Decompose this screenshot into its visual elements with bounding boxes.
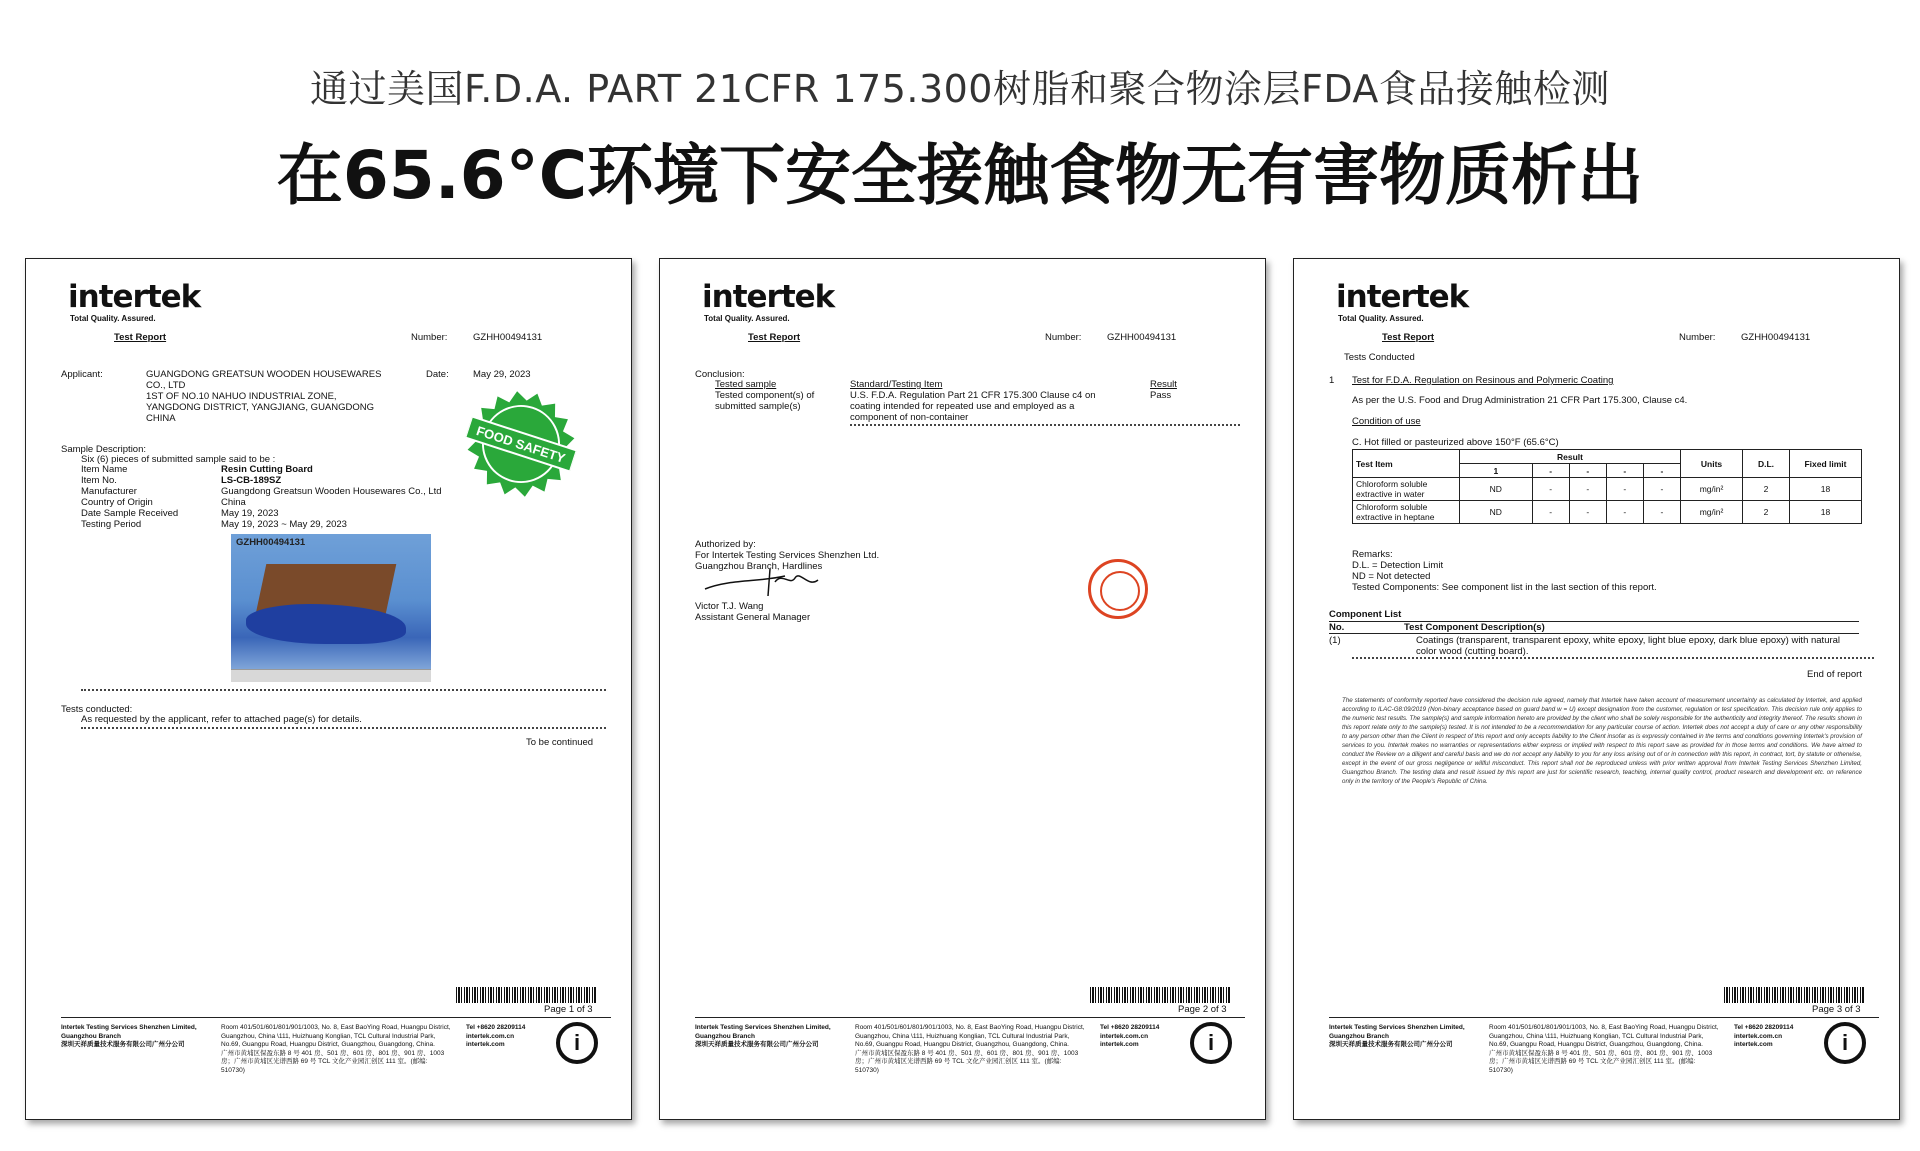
footer-contact — [466, 1024, 525, 1050]
barcode — [456, 987, 596, 1003]
report-label: Test Report — [114, 332, 167, 343]
sample-intro: Six (6) pieces of submitted sample said to be : — [81, 454, 276, 465]
conclusion-label: Conclusion: — [695, 369, 745, 380]
footer-company — [695, 1024, 845, 1050]
cell-limit: 18 — [1790, 478, 1862, 501]
footer-address-en: Room 401/501/601/801/901/1003, No. 8, East BaoYing Road, Huangpu District, Guangzhou, China \111, Huizhuang Konglian, TCL Cultural Industrial Park, No.69, Guangpu Road, Huangpu District, Guangzhou, Guangdong, China. — [221, 1024, 451, 1048]
company-seal-icon — [1088, 559, 1148, 619]
cell-result: - — [1569, 478, 1606, 501]
conclusion-col1 — [715, 379, 820, 412]
tagline: Total Quality. Assured. — [704, 314, 790, 323]
tests-label: Tests conducted: — [61, 704, 133, 715]
cl-row-desc: Coatings (transparent, transparent epoxy, white epoxy, light blue epoxy, dark blue epoxy) with natural color wood (cutting board). — [1416, 635, 1841, 657]
tests-conducted-heading: Tests Conducted — [1344, 352, 1415, 363]
th-sub: - — [1606, 464, 1643, 478]
footer-address — [1489, 1024, 1719, 1075]
applicant-line: YANGDONG DISTRICT, YANGJIANG, GUANGDONG — [146, 402, 375, 413]
footer-address-en: Room 401/501/601/801/901/1003, No. 8, East BaoYing Road, Huangpu District, Guangzhou, China \111, Huizhuang Konglian, TCL Cultural Industrial Park, No.69, Guangpu Road, Huangpu District, Guangzhou, Guangdong, China. — [1489, 1024, 1719, 1048]
tagline: Total Quality. Assured. — [70, 314, 156, 323]
applicant-line: GUANGDONG GREATSUN WOODEN HOUSEWARES — [146, 369, 382, 380]
intertek-logo: intertek — [68, 279, 201, 315]
cl-row-no: (1) — [1329, 635, 1341, 646]
th-sub: - — [1643, 464, 1680, 478]
page-number: Page 3 of 3 — [1812, 1004, 1861, 1015]
th-units: Units — [1681, 450, 1743, 478]
footer-contact — [1734, 1024, 1793, 1050]
intertek-i-logo-icon: i — [1190, 1022, 1232, 1064]
cell-item: Chloroform soluble extractive in water — [1353, 478, 1460, 501]
footer-address-cn: 广州市黄埔区保盈东路 8 号 401 房、501 房、601 房、801 房、901 房、1003 房；广州市黄埔区光谱西路 69 号 TCL 文化产业园汇创区 111 室。(邮编: 510730) — [1489, 1049, 1713, 1074]
remark-line: Tested Components: See component list in the last section of this report. — [1352, 582, 1657, 593]
report-date: May 29, 2023 — [473, 369, 531, 380]
divider — [81, 727, 606, 729]
col-head: Standard/Testing Item — [850, 379, 943, 390]
intertek-i-logo-icon: i — [556, 1022, 598, 1064]
field-value: China — [221, 497, 246, 508]
th-sub: - — [1532, 464, 1569, 478]
cell-result: - — [1569, 501, 1606, 524]
divider — [81, 689, 606, 691]
footer-company-cn: 深圳天祥质量技术服务有限公司广州分公司 — [695, 1041, 819, 1048]
footer-web: intertek.com.cn — [1100, 1032, 1149, 1040]
disclaimer-text: The statements of conformity reported have considered the decision rule agreed, namely that Intertek have taken account of measurement uncertainty as calculated by Intertek, and applied according to ILAC-G8:09/2019 (Non-binary acceptance based on guard band w = U) except designation from the customer, regulation or test specification. This decision rule only applies to the numeric test results. The sample(s) and sample information hereto are provided by the client who shall be solely responsible for the authenticity and integrity thereof. The results shown in this report relate only to the sample(s) tested. It is not intended to be a recommendation for any particular course of action. Intertek does not accept a duty of care or any other responsibility to any person other than the Client in respect of this report and only accepts liability to the Client insofar as is expressly contained in the terms and conditions governing Intertek's provision of services to you. Intertek makes no warranties or representations either express or implied with respect to this report save as provided for in those terms and conditions. We have aimed to conduct the Review on a diligent and careful basis and we do not accept any liability to you for any loss arising out of or in connection with this report, in contract, tort, by statute or otherwise, except in the event of our gross negligence or willful misconduct. This report shall not be reproduced unless with prior written approval from Intertek Testing Services Shenzhen Limited, Guangzhou Branch. The testing data and result issued by this report are just for scientific research, teaching, internal quality control, product research and development etc. on reference only in the territory of the People's Republic of China. — [1342, 697, 1862, 785]
remark-line: D.L. = Detection Limit — [1352, 560, 1444, 571]
as-per-text: As per the U.S. Food and Drug Administration 21 CFR Part 175.300, Clause c4. — [1352, 395, 1688, 406]
footer-web: intertek.com — [1734, 1041, 1773, 1048]
tagline: Total Quality. Assured. — [1338, 314, 1424, 323]
applicant-line: 1ST OF NO.10 NAHUO INDUSTRIAL ZONE, — [146, 391, 337, 402]
item-number: 1 — [1329, 375, 1335, 386]
cell-result: - — [1606, 501, 1643, 524]
footer-rule — [1329, 1017, 1879, 1018]
footer-tel: Tel +8620 28209114 — [466, 1024, 526, 1031]
cell-dl: 2 — [1743, 501, 1790, 524]
cell-limit: 18 — [1790, 501, 1862, 524]
cell-result: - — [1532, 478, 1569, 501]
cell-result: - — [1643, 478, 1680, 501]
footer-rule — [695, 1017, 1245, 1018]
th-dl: D.L. — [1743, 450, 1790, 478]
divider — [1352, 657, 1874, 659]
auth-line: For Intertek Testing Services Shenzhen Ltd. — [695, 550, 880, 561]
th-test-item: Test Item — [1353, 450, 1460, 478]
page-number: Page 1 of 3 — [544, 1004, 593, 1015]
field-value: May 19, 2023 ~ May 29, 2023 — [221, 519, 347, 530]
applicant-block — [146, 369, 406, 424]
cell-result: ND — [1460, 478, 1533, 501]
conclusion-col2 — [850, 379, 1120, 423]
remark-line: ND = Not detected — [1352, 571, 1431, 582]
footer-web: intertek.com — [1100, 1041, 1139, 1048]
component-list-heading: Component List — [1329, 609, 1402, 620]
footer-address-cn: 广州市黄埔区保盈东路 8 号 401 房、501 房、601 房、801 房、901 房、1003 房；广州市黄埔区光谱西路 69 号 TCL 文化产业园汇创区 111 室。(邮编: 510730) — [855, 1049, 1079, 1074]
cl-desc-head: Test Component Description(s) — [1404, 622, 1545, 633]
field-value: LS-CB-189SZ — [221, 475, 282, 486]
footer-web: intertek.com.cn — [466, 1032, 515, 1040]
report-number: GZHH00494131 — [473, 332, 543, 343]
auth-line: Guangzhou Branch, Hardlines — [695, 561, 823, 572]
date-label: Date: — [426, 369, 449, 380]
photo-label: GZHH00494131 — [236, 537, 306, 548]
sample-fields — [81, 464, 501, 530]
th-sub: 1 — [1460, 464, 1533, 478]
footer-company-en: Intertek Testing Services Shenzhen Limited, Guangzhou Branch — [695, 1024, 831, 1040]
cell-dl: 2 — [1743, 478, 1790, 501]
end-of-report: End of report — [1807, 669, 1862, 680]
cell-item: Chloroform soluble extractive in heptane — [1353, 501, 1460, 524]
intertek-logo: intertek — [702, 279, 835, 315]
table-row — [1353, 478, 1862, 501]
footer-company-cn: 深圳天祥质量技术服务有限公司广州分公司 — [1329, 1041, 1453, 1048]
number-label: Number: — [411, 332, 448, 343]
footer-web: intertek.com — [466, 1041, 505, 1048]
field-key: Item No. — [81, 475, 117, 486]
condition-label: Condition of use — [1352, 416, 1421, 427]
th-result: Result — [1460, 450, 1681, 464]
footer-rule — [61, 1017, 611, 1018]
remarks-block — [1352, 549, 1657, 593]
intertek-i-logo-icon: i — [1824, 1022, 1866, 1064]
barcode — [1090, 987, 1230, 1003]
item-title: Test for F.D.A. Regulation on Resinous and Polymeric Coating — [1352, 375, 1614, 386]
cell-units: mg/in² — [1681, 478, 1743, 501]
report-page-3 — [1293, 258, 1900, 1120]
footer-company-en: Intertek Testing Services Shenzhen Limited, Guangzhou Branch — [61, 1024, 197, 1040]
barcode — [1724, 987, 1864, 1003]
footer-company-en: Intertek Testing Services Shenzhen Limited, Guangzhou Branch — [1329, 1024, 1465, 1040]
footer-company — [61, 1024, 211, 1050]
applicant-line: CHINA — [146, 413, 176, 424]
col-text: U.S. F.D.A. Regulation Part 21 CFR 175.300 Clause c4 on coating intended for repeated use and employed as a component of non-container — [850, 390, 1096, 423]
col-head: Result — [1150, 379, 1177, 390]
report-number: GZHH00494131 — [1741, 332, 1811, 343]
cell-result: - — [1606, 478, 1643, 501]
footer-address — [221, 1024, 451, 1075]
continued-text: To be continued — [526, 737, 594, 748]
header-subtitle: 通过美国F.D.A. PART 21CFR 175.300树脂和聚合物涂层FDA食品接触检测 — [310, 67, 1610, 111]
footer-address-cn: 广州市黄埔区保盈东路 8 号 401 房、501 房、601 房、801 房、901 房、1003 房；广州市黄埔区光谱西路 69 号 TCL 文化产业园汇创区 111 室。(邮编: 510730) — [221, 1049, 445, 1074]
col-text: Pass — [1150, 390, 1172, 401]
footer-company-cn: 深圳天祥质量技术服务有限公司广州分公司 — [61, 1041, 185, 1048]
cl-no-head: No. — [1329, 622, 1345, 633]
col-head: Tested sample — [715, 379, 777, 390]
report-label: Test Report — [1382, 332, 1435, 343]
report-page-1 — [25, 258, 632, 1120]
report-page-2 — [659, 258, 1266, 1120]
col-text: Tested component(s) of submitted sample(s) — [715, 390, 815, 412]
rule — [1329, 633, 1859, 634]
cell-units: mg/in² — [1681, 501, 1743, 524]
sample-desc-label: Sample Description: — [61, 444, 147, 455]
results-table — [1352, 449, 1862, 524]
footer-tel: Tel +8620 28209114 — [1100, 1024, 1160, 1031]
remark-line: Remarks: — [1352, 549, 1393, 560]
footer-contact — [1100, 1024, 1159, 1050]
th-fixed-limit: Fixed limit — [1790, 450, 1862, 478]
footer-address-en: Room 401/501/601/801/901/1003, No. 8, East BaoYing Road, Huangpu District, Guangzhou, China \111, Huizhuang Konglian, TCL Cultural Industrial Park, No.69, Guangpu Road, Huangpu District, Guangzhou, Guangdong, China. — [855, 1024, 1085, 1048]
report-number: GZHH00494131 — [1107, 332, 1177, 343]
field-value: Guangdong Greatsun Wooden Housewares Co., Ltd — [221, 486, 442, 497]
header-title: 在65.6°C环境下安全接触食物无有害物质析出 — [276, 137, 1644, 214]
applicant-label: Applicant: — [61, 369, 103, 380]
badge-text: FOOD SAFETY — [474, 423, 568, 466]
field-key: Country of Origin — [81, 497, 153, 508]
cell-result: ND — [1460, 501, 1533, 524]
field-value: Resin Cutting Board — [221, 464, 313, 475]
signer-block — [695, 601, 810, 623]
footer-web: intertek.com.cn — [1734, 1032, 1783, 1040]
field-key: Testing Period — [81, 519, 142, 530]
page-number: Page 2 of 3 — [1178, 1004, 1227, 1015]
condition-text: C. Hot filled or pasteurized above 150°F (65.6°C) — [1352, 437, 1559, 448]
number-label: Number: — [1679, 332, 1716, 343]
footer-address — [855, 1024, 1085, 1075]
field-key: Item Name — [81, 464, 128, 475]
tests-text: As requested by the applicant, refer to attached page(s) for details. — [81, 714, 362, 725]
cell-result: - — [1643, 501, 1680, 524]
field-key: Manufacturer — [81, 486, 137, 497]
table-row — [1353, 501, 1862, 524]
signature-icon — [700, 564, 840, 599]
signer-name: Victor T.J. Wang — [695, 601, 764, 612]
field-key: Date Sample Received — [81, 508, 179, 519]
field-value: May 19, 2023 — [221, 508, 279, 519]
sample-photo-ruler — [231, 669, 431, 682]
auth-line: Authorized by: — [695, 539, 756, 550]
number-label: Number: — [1045, 332, 1082, 343]
intertek-logo: intertek — [1336, 279, 1469, 315]
conclusion-col3 — [1150, 379, 1177, 401]
footer-company — [1329, 1024, 1479, 1050]
cell-result: - — [1532, 501, 1569, 524]
report-label: Test Report — [748, 332, 801, 343]
divider — [850, 424, 1240, 426]
applicant-line: CO., LTD — [146, 380, 186, 391]
footer-tel: Tel +8620 28209114 — [1734, 1024, 1794, 1031]
th-sub: - — [1569, 464, 1606, 478]
signer-title: Assistant General Manager — [695, 612, 811, 623]
